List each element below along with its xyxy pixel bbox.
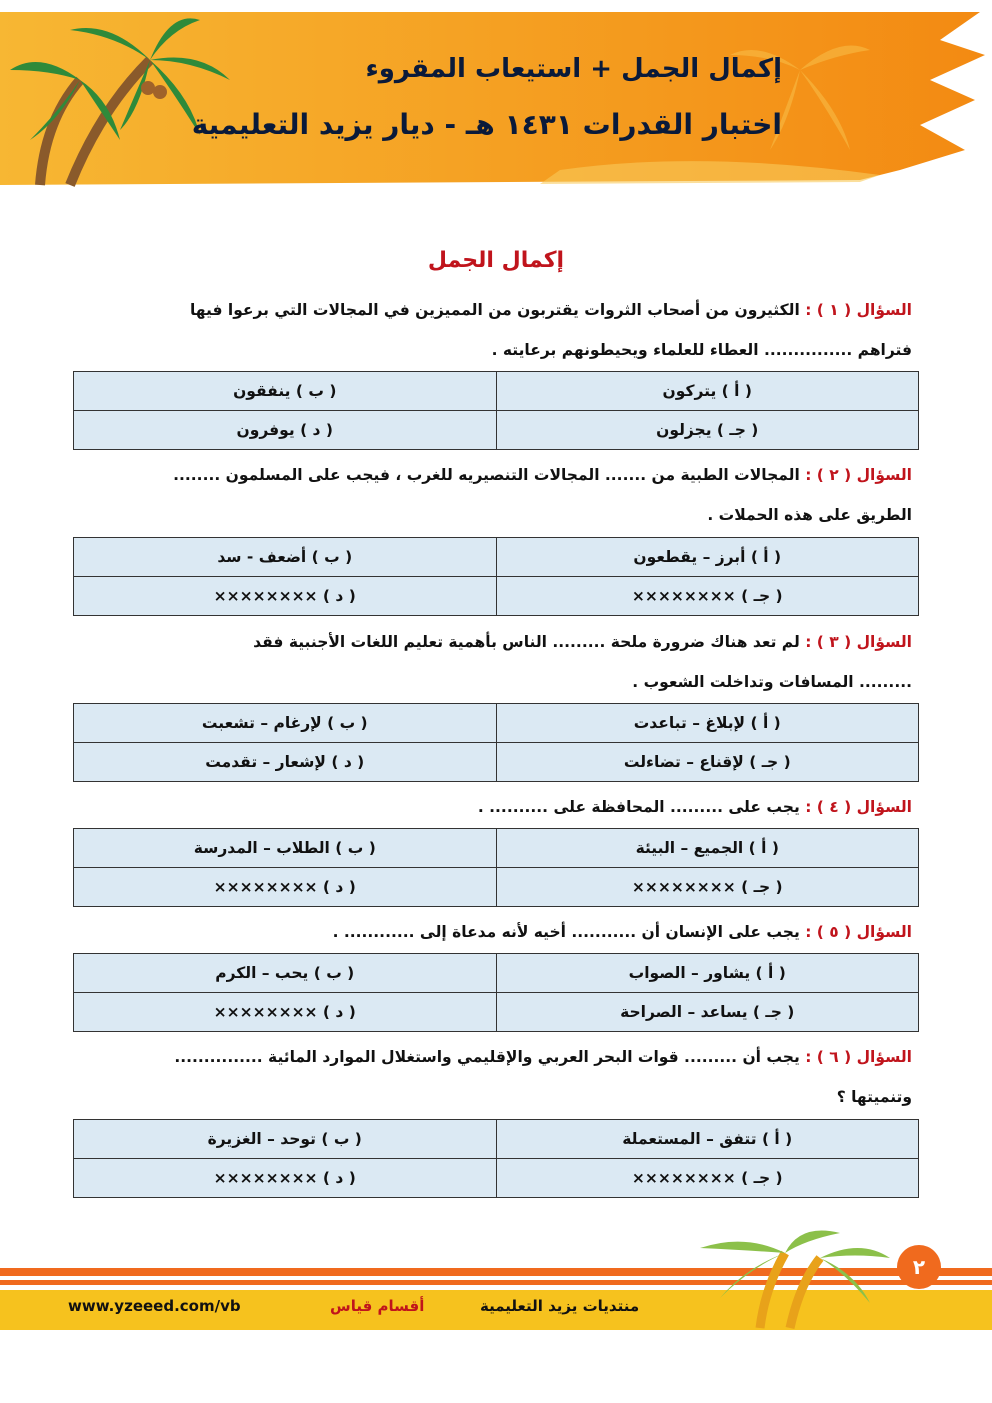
banner-title-line1: إكمال الجمل + استيعاب المقروء	[365, 54, 782, 84]
question-5-text: يجب على الإنسان أن ........... أخيه لأنه مدعاة إلى ............ .	[332, 923, 800, 941]
question-2	[72, 455, 912, 535]
banner-title-line2: اختبار القدرات ١٤٣١ هـ - ديار يزيد التعليمية	[191, 108, 782, 141]
footer	[0, 1228, 992, 1338]
question-1-text: الكثيرون من أصحاب الثروات يقتربون من المميزين في المجالات التي برعوا فيها	[189, 301, 800, 319]
option-b[interactable]: ( ب ) الطلاب – المدرسة	[74, 829, 497, 868]
option-c[interactable]: ( جـ ) ××××××××	[496, 868, 919, 907]
question-4-options	[73, 828, 919, 907]
option-b[interactable]: ( ب ) لإرغام – تشعبت	[74, 704, 497, 743]
option-a[interactable]: ( أ ) يتركون	[496, 372, 919, 411]
question-2-text: المجالات الطبية من ....... المجالات التنصيريه للغرب ، فيجب على المسلمون ........	[173, 466, 800, 484]
question-2-options	[73, 537, 919, 616]
question-2-line2: الطريق على هذه الحملات .	[707, 506, 912, 524]
question-3-line2: ......... المسافات وتداخلت الشعوب .	[632, 673, 912, 691]
question-6-line2: وتنميتها ؟	[836, 1088, 912, 1106]
banner-artwork	[0, 0, 992, 200]
question-1-options	[73, 371, 919, 450]
footer-url-link[interactable]: www.yzeeed.com/vb	[68, 1297, 241, 1315]
option-a[interactable]: ( أ ) تتفق – المستعملة	[496, 1120, 919, 1159]
question-1-label: السؤال ( ١ ) :	[805, 301, 912, 319]
option-a[interactable]: ( أ ) لإبلاغ – تباعدت	[496, 704, 919, 743]
option-c[interactable]: ( جـ ) يساعد – الصراحة	[496, 993, 919, 1032]
footer-section-link[interactable]: أقسام قياس	[330, 1297, 425, 1315]
option-d[interactable]: ( د ) ××××××××	[74, 1159, 497, 1198]
question-1	[72, 290, 912, 370]
question-6-text: يجب أن ......... قوات البحر العربي والإقليمي واستغلال الموارد المائية ...............	[174, 1048, 800, 1066]
question-1-line1	[72, 290, 912, 330]
option-c[interactable]: ( جـ ) ××××××××	[496, 1159, 919, 1198]
question-5-label: السؤال ( ٥ ) :	[805, 923, 912, 941]
question-3-text: لم تعد هناك ضرورة ملحة ......... الناس بأهمية تعليم اللغات الأجنبية فقد	[253, 633, 800, 651]
option-c[interactable]: ( جـ ) يجزلون	[496, 411, 919, 450]
question-6-options	[73, 1119, 919, 1198]
option-a[interactable]: ( أ ) الجميع – البيئة	[496, 829, 919, 868]
option-b[interactable]: ( ب ) ينفقون	[74, 372, 497, 411]
option-b[interactable]: ( ب ) أضعف - سد	[74, 538, 497, 577]
question-3	[72, 622, 912, 702]
option-d[interactable]: ( د ) لإشعار – تقدمت	[74, 743, 497, 782]
page-number: ٢	[897, 1245, 941, 1289]
footer-artwork	[0, 1228, 992, 1338]
question-2-label: السؤال ( ٢ ) :	[805, 466, 912, 484]
question-4-label: السؤال ( ٤ ) :	[805, 798, 912, 816]
option-b[interactable]: ( ب ) يحب – الكرم	[74, 954, 497, 993]
question-4	[72, 787, 912, 827]
option-a[interactable]: ( أ ) يشاور – الصواب	[496, 954, 919, 993]
option-d[interactable]: ( د ) ××××××××	[74, 868, 497, 907]
question-4-line1	[72, 787, 912, 827]
question-6-label: السؤال ( ٦ ) :	[805, 1048, 912, 1066]
question-3-options	[73, 703, 919, 782]
question-3-label: السؤال ( ٣ ) :	[805, 633, 912, 651]
question-2-line1	[72, 455, 912, 495]
option-c[interactable]: ( جـ ) ××××××××	[496, 577, 919, 616]
question-6-line1	[72, 1037, 912, 1077]
question-5-options	[73, 953, 919, 1032]
option-d[interactable]: ( د ) ××××××××	[74, 993, 497, 1032]
option-c[interactable]: ( جـ ) لإقناع – تضاءلت	[496, 743, 919, 782]
question-6	[72, 1037, 912, 1117]
option-b[interactable]: ( ب ) توحد – الغزيرة	[74, 1120, 497, 1159]
footer-forum-name: منتديات يزيد التعليمية	[480, 1297, 640, 1315]
question-5	[72, 912, 912, 952]
question-1-line2: فتراهم ............... العطاء للعلماء ويحيطونهم برعايته .	[491, 341, 912, 359]
question-5-line1	[72, 912, 912, 952]
option-d[interactable]: ( د ) يوفرون	[74, 411, 497, 450]
option-d[interactable]: ( د ) ××××××××	[74, 577, 497, 616]
option-a[interactable]: ( أ ) أبرز – يقطعون	[496, 538, 919, 577]
header-banner	[0, 0, 992, 200]
question-4-text: يجب على ......... المحافظة على .......... .	[477, 798, 800, 816]
question-3-line1	[72, 622, 912, 662]
section-title: إكمال الجمل	[427, 248, 565, 273]
